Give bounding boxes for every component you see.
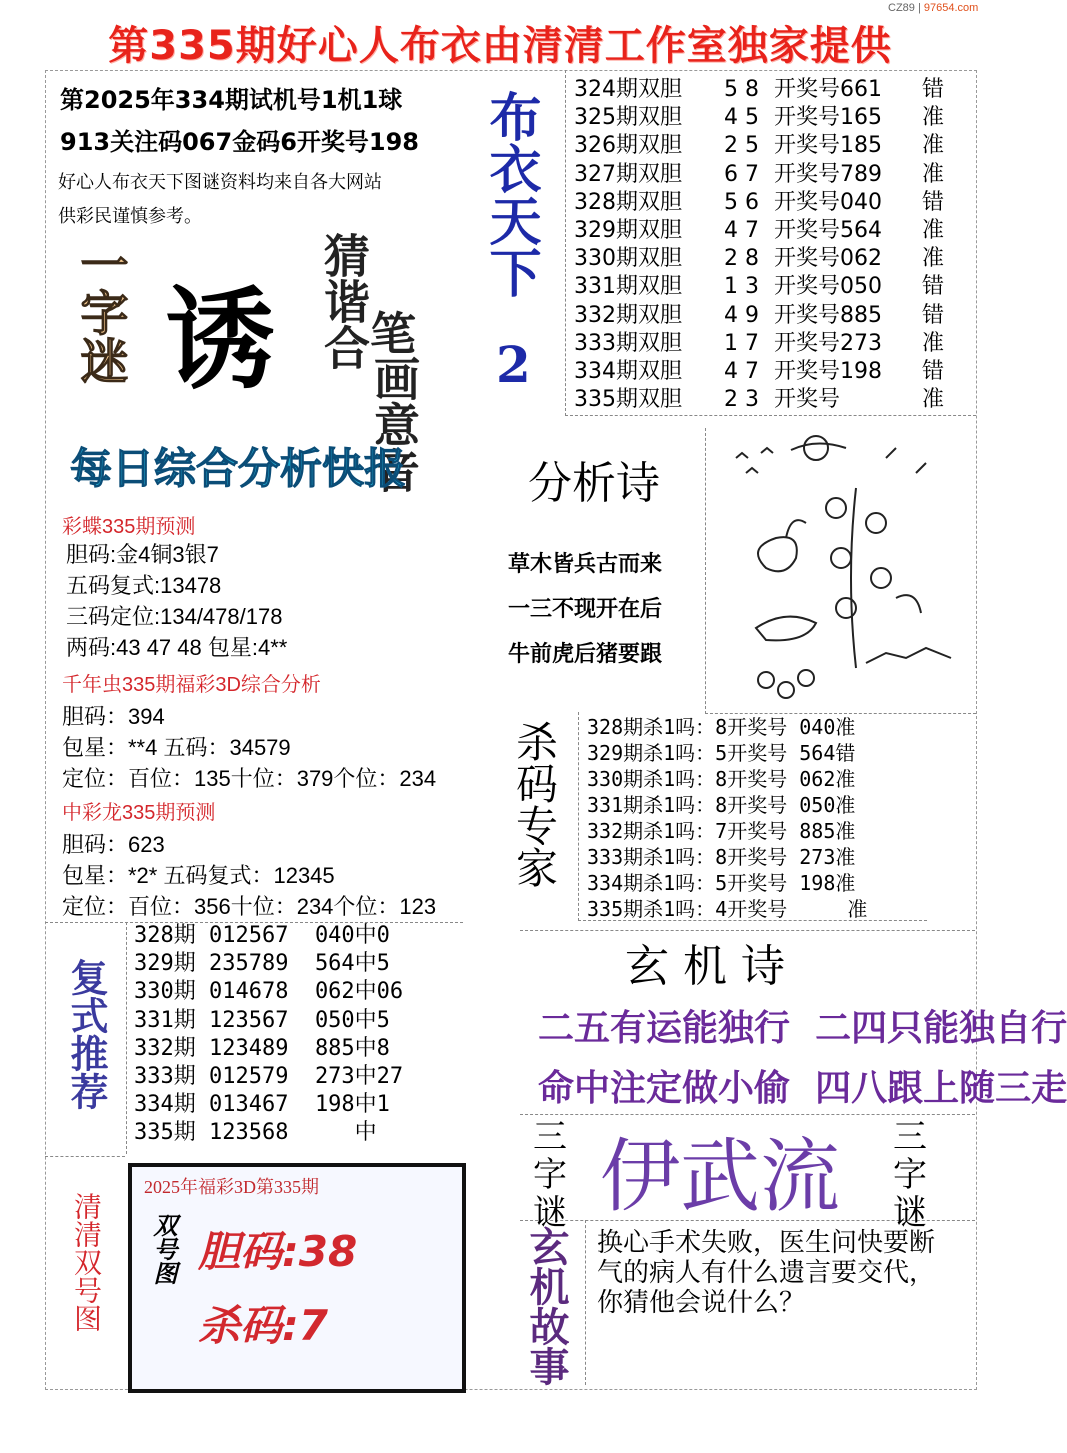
qingqing-side-title: 清清双号图 (70, 1192, 103, 1332)
shuangdan-d: 2 8 (724, 246, 759, 272)
shama-row: 330期杀1吗：8开奖号 062准 (587, 767, 856, 791)
fushi-divider (126, 922, 127, 1154)
fushi-row: 328期 012567 040中0 (134, 923, 390, 948)
fushi-row: 331期 123567 050中5 (134, 1007, 390, 1033)
shuangdan-d: 1 3 (724, 274, 759, 300)
riddle-side-label: 一字迷 (72, 240, 128, 384)
shuangdan-row (574, 358, 952, 386)
shama-row: 333期杀1吗：8开奖号 273准 (587, 845, 856, 869)
shuangdan-row (574, 302, 952, 330)
poem-lines (508, 542, 662, 677)
shuangdan-issue: 324期双胆 (574, 77, 682, 102)
qianniancong-line: 包星：**4 五码：34579 (62, 735, 291, 760)
xuanji-title: 玄 机 诗 (625, 941, 785, 992)
zhongcailong-line: 胆码：623 (62, 832, 165, 857)
shuangdan-kj: 开奖号661 (774, 77, 882, 102)
shuangdan-row (574, 217, 952, 245)
shama-row: 334期杀1吗：5开奖号 198准 (587, 871, 856, 895)
shuangdan-issue: 331期双胆 (574, 274, 682, 300)
shama-row: 329期杀1吗：5开奖号 564错 (587, 741, 856, 765)
shuangdan-issue: 328期双胆 (574, 189, 682, 215)
shuangdan-r: 准 (922, 387, 945, 413)
shuangdan-d: 1 7 (724, 330, 759, 356)
shuangdan-d: 4 5 (724, 105, 759, 131)
shuangdan-issue: 332期双胆 (574, 302, 682, 328)
brand-vertical: 布衣天下 (480, 90, 541, 298)
shuangdan-kj: 开奖号050 (774, 274, 882, 300)
shuangdan-issue: 333期双胆 (574, 330, 682, 356)
shuangdan-issue: 335期双胆 (574, 387, 682, 413)
shuangdan-issue: 334期双胆 (574, 359, 682, 385)
shama-row: 335期杀1吗：4开奖号 准 (587, 897, 868, 921)
daily-report-title: 每日综合分析快报 (70, 444, 407, 493)
poem-line: 草木皆兵古而来 (508, 552, 663, 577)
xuanji-line: 命中注定做小偷 四八跟上随三走 (538, 1068, 1067, 1109)
shuangdan-row (574, 161, 952, 189)
shuangdan-panel (565, 70, 976, 416)
trial-line-1: 第2025年334期试机号1机1球 (60, 86, 403, 114)
zhongcailong-title: 中彩龙335期预测 (62, 802, 216, 824)
shuangdan-row (574, 386, 952, 414)
fushi-row: 332期 123489 885中8 (134, 1035, 390, 1061)
trial-note-2: 供彩民谨慎参考。 (58, 206, 202, 227)
page-title: 第335期好心人布衣由清清工作室独家提供 (108, 23, 892, 69)
riddle-hint-3: 画意音 (367, 355, 421, 493)
shuangdan-row (574, 104, 952, 132)
shama-title: 杀码专家 (510, 720, 559, 888)
sanzi-right: 三字谜 (893, 1117, 927, 1233)
shuangdan-kj: 开奖号 (774, 387, 841, 413)
xuanji-line: 二五有运能独行 二四只能独自行 (538, 1008, 1067, 1049)
qingqing-card (128, 1163, 466, 1393)
shuangdan-row (574, 132, 952, 160)
shuangdan-d: 6 7 (724, 161, 759, 187)
shuangdan-row (574, 76, 952, 104)
fushi-row: 330期 014678 062中06 (134, 979, 404, 1005)
shuangdan-issue: 327期双胆 (574, 161, 682, 187)
fushi-rows (134, 922, 403, 1148)
riddle-main-char: 诱 (165, 275, 275, 404)
sanzi-main: 伊武流 (600, 1130, 840, 1223)
shuangdan-row (574, 273, 952, 301)
poem-title: 分析诗 (528, 458, 660, 509)
caidie-line: 五码复式:13478 (66, 573, 222, 598)
caidie-title: 彩蝶335期预测 (62, 516, 196, 538)
qianniancong-line: 胆码：394 (62, 704, 165, 729)
illustration-frame (705, 428, 976, 714)
qingqing-dan: 胆码:38 (198, 1227, 358, 1276)
shuangdan-issue: 326期双胆 (574, 133, 682, 159)
shuangdan-kj: 开奖号062 (774, 246, 882, 272)
fushi-title: 复式推荐 (64, 958, 109, 1110)
poem-illustration (706, 428, 976, 713)
fushi-row: 334期 013467 198中1 (134, 1092, 390, 1118)
riddle-hint-2: 笔 (370, 307, 416, 361)
shuangdan-r: 准 (922, 330, 945, 356)
shuangdan-r: 准 (922, 105, 945, 131)
shuangdan-d: 4 7 (724, 359, 759, 385)
shuangdan-d: 4 7 (724, 218, 759, 244)
shuangdan-kj: 开奖号273 (774, 330, 882, 356)
shuangdan-d: 2 3 (724, 387, 759, 413)
shuangdan-issue: 330期双胆 (574, 246, 682, 272)
shuangdan-r: 错 (922, 77, 945, 102)
shuangdan-r: 错 (922, 189, 945, 215)
shama-row: 328期杀1吗：8开奖号 040准 (587, 715, 856, 739)
shama-row: 332期杀1吗：7开奖号 885准 (587, 819, 856, 843)
qianniancong-title: 千年虫335期福彩3D综合分析 (62, 674, 321, 696)
shuangdan-r: 准 (922, 133, 945, 159)
brand-number: 2 (496, 335, 531, 394)
shuangdan-d: 5 6 (724, 189, 759, 215)
shuangdan-kj: 开奖号885 (774, 302, 882, 328)
shuangdan-r: 准 (922, 161, 945, 187)
shuangdan-kj: 开奖号040 (774, 189, 882, 215)
shuangdan-r: 错 (922, 359, 945, 385)
poem-line: 牛前虎后猪要跟 (508, 642, 663, 667)
sanzi-left: 三字谜 (533, 1117, 567, 1233)
shuangdan-kj: 开奖号198 (774, 359, 882, 385)
caidie-line: 胆码:金4铜3银7 (66, 542, 219, 567)
shuangdan-d: 5 8 (724, 77, 759, 102)
shuangdan-kj: 开奖号165 (774, 105, 882, 131)
caidie-line: 三码定位:134/478/178 (66, 604, 283, 629)
qingqing-card-title: 2025年福彩3D第335期 (144, 1177, 319, 1197)
qingqing-card-side: 双号图 (149, 1213, 177, 1285)
shuangdan-r: 错 (922, 302, 945, 328)
shuangdan-r: 准 (922, 218, 945, 244)
trial-line-2: 913关注码067金码6开奖号198 (60, 128, 419, 156)
shuangdan-d: 2 5 (724, 133, 759, 159)
zhongcailong-line: 定位：百位：356十位：234个位：123 (62, 894, 437, 919)
watermark: CZ89 | 97654.com (888, 2, 979, 14)
shuangdan-issue: 329期双胆 (574, 218, 682, 244)
trial-note-1: 好心人布衣天下图谜资料均来自各大网站 (58, 172, 382, 193)
zhongcailong-line: 包星：*2* 五码复式：12345 (62, 863, 335, 888)
fushi-row: 333期 012579 273中27 (134, 1064, 404, 1090)
riddle-hint-1: 猜谐合 (317, 232, 371, 370)
shuangdan-kj: 开奖号564 (774, 218, 882, 244)
shuangdan-row (574, 189, 952, 217)
fushi-row: 329期 235789 564中5 (134, 951, 390, 977)
shuangdan-d: 4 9 (724, 302, 759, 328)
shuangdan-kj: 开奖号789 (774, 161, 882, 187)
qianniancong-line: 定位：百位：135十位：379个位：234 (62, 766, 437, 791)
caidie-line: 两码:43 47 48 包星:4** (66, 635, 288, 660)
fushi-row: 335期 123568 中 (134, 1120, 377, 1146)
story-title: 玄机故事 (523, 1226, 569, 1386)
shuangdan-r: 错 (922, 274, 945, 300)
shuangdan-row (574, 245, 952, 273)
shama-row: 331期杀1吗：8开奖号 050准 (587, 793, 856, 817)
shama-panel (578, 712, 927, 921)
story-text: 换心手术失败，医生问快要断气的病人有什么遗言要交代，你猜他会说什么？ (597, 1228, 936, 1318)
shuangdan-issue: 325期双胆 (574, 105, 682, 131)
story-divider (585, 1220, 586, 1385)
shuangdan-kj: 开奖号185 (774, 133, 882, 159)
poem-line: 一三不现开在后 (508, 597, 663, 622)
shuangdan-row (574, 330, 952, 358)
qingqing-sha: 杀码:7 (198, 1301, 329, 1350)
shuangdan-r: 准 (922, 246, 945, 272)
